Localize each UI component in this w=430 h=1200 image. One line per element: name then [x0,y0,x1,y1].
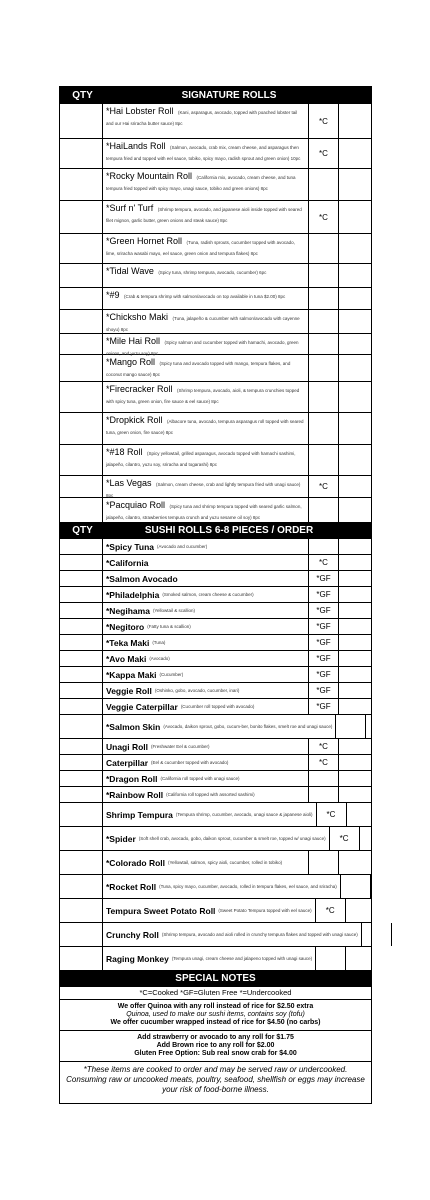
notes-cell[interactable] [339,587,371,602]
item-ingredients: (Cucumber roll topped with avocado) [180,704,255,710]
qty-cell[interactable] [60,803,103,826]
menu-item-row [60,922,371,946]
diet-tag [309,334,339,354]
notes-cell[interactable] [339,699,371,714]
qty-cell[interactable] [60,234,103,263]
quinoa-notes [60,999,371,1030]
item-description-cell [103,382,309,412]
warning-text: *These items are cooked to order and may be served raw or undercooked. Consuming raw or uncooked meats, poultry, seafood, shellfish or eggs may increase your risk of food-borne illness. [66,1065,365,1094]
notes-cell[interactable] [339,104,371,138]
legend-text: *C=Cooked *GF=Gluten Free *=Undercooked [139,988,292,997]
menu-item-row [60,898,371,922]
sushi-rolls-list [60,538,371,970]
item-ingredients: (Oshinko, gobo, avocado, cucumber, inari) [154,688,240,694]
item-name: *Las Vegas [106,478,152,488]
item-ingredients: (Cucumber) [159,672,184,678]
item-name: *Mango Roll [106,357,156,367]
item-ingredients: (California roll topped with unagi sauce) [160,776,240,782]
item-description-cell [103,201,309,233]
qty-cell[interactable] [60,851,103,874]
item-ingredients: (Salmon, cream cheese, crab and lightly tempura fried with unagi sauce) 8pc [106,482,301,498]
item-description-cell [103,288,309,309]
item-ingredients: (Avocado, daikon sprout, gobo, cucum-ber, bonito flakes, smelt roe and unagi sauce) [163,724,333,730]
item-description-cell [103,334,309,354]
menu-item-row [60,586,371,602]
item-ingredients: (Tuna, radish sprouts, cucumber topped with avocado, lime, sriracha wasabi mayo, eel sauce, green onion and tempura flakes) 8pc [106,240,295,256]
qty-cell[interactable] [60,651,103,666]
item-description-cell [103,651,309,666]
diet-tag [309,787,339,802]
notes-cell[interactable] [339,603,371,618]
qty-cell[interactable] [60,139,103,168]
item-name: *HaiLands Roll [106,141,166,151]
item-name: *Avo Maki [106,653,147,664]
diet-tag: *C [316,899,346,922]
menu-item-row [60,826,371,850]
item-description-cell [103,667,309,682]
item-name: Tempura Sweet Potato Roll [106,905,216,916]
qty-cell[interactable] [60,603,103,618]
qty-cell[interactable] [60,445,103,475]
item-description-cell [103,923,362,946]
diet-tag: *GF [309,699,339,714]
qty-cell[interactable] [60,699,103,714]
item-description-cell [103,947,316,970]
signature-rolls-header [60,87,371,103]
item-description-cell [103,635,309,650]
item-ingredients: (Spicy yellowtail, grilled asparagus, avocado topped with hamachi sashimi, jalapeño, cilantro, yuzu soy, sriracha and togarashi) 8pc [106,451,296,467]
diet-tag [309,382,339,412]
item-description-cell [103,787,309,802]
diet-tag [309,310,339,333]
menu-item-row [60,412,371,444]
notes-cell[interactable] [339,539,371,554]
notes-cell[interactable] [339,413,371,444]
item-description-cell [103,899,316,922]
quinoa-note-2: Quinoa, used to make our sushi items, contains soy (tofu) [126,1011,305,1018]
qty-cell[interactable] [60,755,103,770]
item-description-cell [103,476,309,497]
menu-item-row [60,138,371,168]
item-ingredients: (Spicy salmon and cucumber topped with hamachi, avocado, green onions, and yuzu soy) 8pc [106,340,299,356]
diet-tag [309,288,339,309]
item-ingredients: (Freshwater Eel & cucumber) [151,744,210,750]
item-ingredients: (Fatty tuna & scallion) [147,624,191,630]
item-description-cell [103,539,309,554]
item-description-cell [103,699,309,714]
item-description-cell [103,310,309,333]
item-name: *Green Hornet Roll [106,236,183,246]
qty-cell[interactable] [60,555,103,570]
menu-item-row [60,309,371,333]
qty-cell[interactable] [60,310,103,333]
diet-tag [309,771,339,786]
menu-item-row [60,618,371,634]
diet-tag [309,234,339,263]
item-name: *Rocket Roll [106,881,157,892]
item-description-cell [103,771,309,786]
notes-cell[interactable] [339,139,371,168]
qty-header: QTY [72,89,93,101]
item-ingredients: (Yellowtail, salmon, spicy aioli, cucumber, rolled in tobiko) [168,860,283,866]
item-name: *Negihama [106,605,150,616]
item-name: *Kappa Maki [106,669,157,680]
diet-tag [309,851,339,874]
diet-tag [341,875,371,898]
notes-cell[interactable] [371,875,403,898]
notes-cell[interactable] [339,264,371,287]
item-ingredients: (Tempura shrimp, cucumber, avocado, unagi sauce & japanese aioli) [175,812,313,818]
item-ingredients: (Tempura unagi, cream cheese and jalapeno topped with unagi sauce) [171,956,313,962]
item-description-cell [103,234,309,263]
notes-cell[interactable] [339,619,371,634]
diet-tag [309,445,339,475]
diet-tag: *C [317,803,347,826]
item-name: *Dragon Roll [106,773,158,784]
notes-cell[interactable] [392,923,424,946]
item-name: *Salmon Avocado [106,573,178,584]
qty-cell[interactable] [60,334,103,354]
notes-cell[interactable] [339,498,371,522]
item-name: *#18 Roll [106,447,143,457]
menu-item-row [60,103,371,138]
menu-item-row [60,850,371,874]
diet-tag: *GF [309,619,339,634]
qty-cell[interactable] [60,201,103,233]
notes-cell[interactable] [339,201,371,233]
item-ingredients: (Crab & tempura shrimp with salmon/avocado on top available in tuna $2.00) 8pc [123,294,286,299]
item-ingredients: (Soft shell crab, avocado, gobo, daikon sprout, cucumber & smelt roe, topped w/ unagi sauce) [138,836,326,842]
item-name: *Chicksho Maki [106,312,169,322]
notes-cell[interactable] [339,667,371,682]
diet-tag: *C [309,104,339,138]
notes-cell[interactable] [339,635,371,650]
qty-cell[interactable] [60,667,103,682]
item-name: *#9 [106,290,120,300]
notes-cell[interactable] [346,947,378,970]
diet-tag: *C [309,139,339,168]
addon-note-3: Gluten Free Option: Sub real snow crab for $4.00 [134,1050,297,1057]
item-name: *Negitoro [106,621,145,632]
item-description-cell [103,587,309,602]
qty-cell[interactable] [60,498,103,522]
item-name: *California [106,557,149,568]
qty-cell[interactable] [60,539,103,554]
item-name: Shrimp Tempura [106,809,173,820]
qty-cell[interactable] [60,787,103,802]
item-ingredients: (Tuna, spicy mayo, cucumber, avocado, rolled in tempura flakes, eel sauce, and sriracha) [159,884,337,890]
item-ingredients: (Smoked salmon, cream cheese & cucumber) [162,592,254,598]
diet-tag: *GF [309,683,339,698]
item-description-cell [103,264,309,287]
menu-item-row [60,874,371,898]
diet-tag [309,264,339,287]
notes-cell[interactable] [339,771,371,786]
menu-item-row [60,354,371,381]
item-description-cell [103,619,309,634]
diet-tag: *GF [309,587,339,602]
menu-item-row [60,602,371,618]
quinoa-note-1: We offer Quinoa with any roll instead of rice for $2.50 extra [117,1003,314,1010]
notes-cell[interactable] [339,755,371,770]
menu-item-row [60,754,371,770]
food-safety-warning [60,1061,371,1098]
item-name: *Philadelphia [106,589,160,600]
menu-item-row [60,650,371,666]
diet-tag [309,413,339,444]
menu-item-row [60,263,371,287]
item-description-cell [103,571,309,586]
notes-cell[interactable] [339,739,371,754]
qty-header: QTY [72,525,93,536]
special-notes-header: SPECIAL NOTES [60,970,371,986]
item-ingredients: (Sweet Potato Tempura topped with eel sauce) [218,908,312,914]
item-description-cell [103,498,309,522]
menu-item-row [60,233,371,263]
item-name: *Hai Lobster Roll [106,106,174,116]
item-name: *Firecracker Roll [106,384,173,394]
menu-item-row [60,666,371,682]
item-ingredients: (Salmon, avocado, crab mix, cream cheese, and asparagus then tempura fried and topped with eel sauce, tobiko, spicy mayo, radish sprout and green onion) 10pc [106,145,301,161]
diet-tag: *C [309,201,339,233]
item-description-cell [103,739,309,754]
qty-cell[interactable] [60,355,103,381]
menu-item-row [60,714,371,738]
menu-item-row [60,738,371,754]
item-description-cell [103,139,309,168]
qty-cell[interactable] [60,899,103,922]
menu-item-row [60,946,371,970]
section-title: SIGNATURE ROLLS [181,89,277,101]
notes-cell[interactable] [339,571,371,586]
item-name: *Colorado Roll [106,857,166,868]
item-name: Crunchy Roll [106,929,159,940]
item-ingredients: (Shrimp tempura, avocado, and japanese aioli inside topped with seared filet mignon, garlic butter, green onions and steak sauce) 8pc [106,207,302,223]
qty-cell[interactable] [60,923,103,946]
notes-cell[interactable] [339,445,371,475]
diet-tag [309,355,339,381]
item-name: *Spider [106,833,136,844]
item-description-cell [103,683,309,698]
item-name: *Surf n' Turf [106,203,154,213]
item-ingredients: (Kani, asparagus, avocado, topped with poached lobster tail and our Hai sriracha butter sauce) 8pc [106,110,298,126]
menu-item-row [60,287,371,309]
diet-tag [309,169,339,200]
addon-note-2: Add Brown rice to any roll for $2.00 [156,1042,275,1049]
diet-tag: *GF [309,571,339,586]
diet-tag: *C [309,739,339,754]
item-name: *Salmon Skin [106,721,161,732]
item-description-cell [103,827,330,850]
quinoa-note-3: We offer cucumber wrapped instead of rice for $4.50 (no carbs) [110,1019,321,1026]
legend-row [60,986,371,999]
item-ingredients: (Shrimp tempura, avocado, aioli, & tempura crunchies topped with spicy tuna, green onion, fire sauce & eel sauce) 8pc [106,388,300,404]
item-description-cell [103,104,309,138]
notes-cell[interactable] [339,288,371,309]
sushi-rolls-header [60,522,371,538]
item-description-cell [103,555,309,570]
menu-item-row [60,333,371,354]
menu-item-row [60,475,371,497]
item-name: Veggie Caterpillar [106,701,178,712]
item-ingredients: (Spicy tuna and shrimp tempura topped with seared garlic salmon, jalapeño, cilantro, strawberries tempura crunch and yuzu sesame oil soy) 8pc [106,504,302,520]
notes-cell[interactable] [339,476,371,497]
item-name: Veggie Roll [106,685,152,696]
menu-item-row [60,634,371,650]
diet-tag [316,947,346,970]
menu-item-row [60,570,371,586]
item-ingredients: (Yellowtail & scallion) [152,608,196,614]
notes-cell[interactable] [339,169,371,200]
qty-cell[interactable] [60,827,103,850]
item-ingredients: (California mix, avocado, cream cheese, and tuna tempura fried topped with spicy mayo, unagi sauce, tobiko and green onions) 8pc [106,175,296,191]
notes-cell[interactable] [346,899,378,922]
item-description-cell [103,755,309,770]
menu-item-row [60,381,371,412]
item-name: *Mile Hai Roll [106,336,161,346]
notes-cell[interactable] [339,555,371,570]
menu-item-row [60,200,371,233]
item-name: *Rainbow Roll [106,789,164,800]
menu-item-row [60,682,371,698]
item-ingredients: (Avocado) [149,656,170,662]
addon-notes [60,1030,371,1061]
qty-cell[interactable] [60,169,103,200]
menu-item-row [60,802,371,826]
item-ingredients: (Spicy tuna, shrimp tempura, avocado, cucumber) 6pc [158,270,267,275]
item-name: *Rocky Mountain Roll [106,171,193,181]
qty-cell[interactable] [60,635,103,650]
qty-cell[interactable] [60,264,103,287]
diet-tag: *C [309,476,339,497]
item-name: *Pacquiao Roll [106,500,166,510]
item-ingredients: (Spicy tuna and avocado topped with mango, tempura flakes, and coconut mango sauce) 8pc [106,361,291,377]
menu-item-row [60,168,371,200]
notes-cell[interactable] [339,234,371,263]
item-name: Raging Monkey [106,953,169,964]
notes-cell[interactable] [347,803,379,826]
qty-cell[interactable] [60,619,103,634]
qty-cell[interactable] [60,947,103,970]
item-name: *Spicy Tuna [106,541,155,552]
qty-cell[interactable] [60,683,103,698]
diet-tag: *GF [309,603,339,618]
item-description-cell [103,803,317,826]
item-description-cell [103,355,309,381]
item-ingredients: (California roll topped with assorted sashimi) [166,792,255,798]
menu-item-row [60,444,371,475]
addon-note-1: Add strawberry or avocado to any roll for $1.75 [137,1034,294,1041]
qty-cell[interactable] [60,413,103,444]
diet-tag [362,923,392,946]
item-name: Unagi Roll [106,741,149,752]
item-ingredients: (Shrimp tempura, avocado and aioli rolled in crunchy tempura flakes and topped with unagi sauce) [161,932,358,938]
diet-tag: *GF [309,635,339,650]
item-description-cell [103,603,309,618]
item-name: Caterpillar [106,757,149,768]
qty-cell[interactable] [60,587,103,602]
diet-tag: *C [309,755,339,770]
qty-cell[interactable] [60,104,103,138]
notes-cell[interactable] [360,827,392,850]
item-description-cell [103,445,309,475]
qty-cell[interactable] [60,382,103,412]
item-description-cell [103,413,309,444]
diet-tag: *C [309,555,339,570]
notes-cell[interactable] [339,787,371,802]
qty-cell[interactable] [60,288,103,309]
item-ingredients: (Avocado and cucumber) [157,544,208,550]
menu-item-row [60,786,371,802]
item-description-cell [103,169,309,200]
notes-cell[interactable] [339,355,371,381]
diet-tag [309,539,339,554]
qty-cell[interactable] [60,771,103,786]
item-description-cell [103,715,336,738]
menu-item-row [60,497,371,522]
notes-cell[interactable] [366,715,398,738]
menu-order-sheet [59,86,372,1104]
menu-item-row [60,538,371,554]
diet-tag: *GF [309,667,339,682]
diet-tag [336,715,366,738]
qty-cell[interactable] [60,476,103,497]
item-ingredients: (Albacore tuna, avocado, tempura asparagus roll topped with seared tuna, green onion, fire sauce) 8pc [106,419,304,435]
item-name: *Dropkick Roll [106,415,163,425]
item-ingredients: (Eel & cucumber topped with avocado) [151,760,229,766]
item-name: *Teka Maki [106,637,150,648]
signature-rolls-list [60,103,371,522]
menu-item-row [60,698,371,714]
item-description-cell [103,875,341,898]
notes-cell[interactable] [339,310,371,333]
qty-cell[interactable] [60,571,103,586]
notes-cell[interactable] [339,683,371,698]
qty-cell[interactable] [60,875,103,898]
item-name: *Tidal Wave [106,266,154,276]
diet-tag: *C [330,827,360,850]
notes-cell[interactable] [339,334,371,354]
notes-cell[interactable] [339,382,371,412]
item-description-cell [103,851,309,874]
menu-item-row [60,554,371,570]
item-ingredients: (Tuna, jalapeño & cucumber with salmon/avocado with cayenne shoyu) 8pc [106,316,300,332]
notes-cell[interactable] [339,651,371,666]
notes-cell[interactable] [339,851,371,874]
diet-tag [309,498,339,522]
qty-cell[interactable] [60,739,103,754]
qty-cell[interactable] [60,715,103,738]
diet-tag: *GF [309,651,339,666]
section-title: SUSHI ROLLS 6-8 PIECES / ORDER [144,525,314,536]
menu-item-row [60,770,371,786]
item-ingredients: (Tuna) [152,640,166,646]
